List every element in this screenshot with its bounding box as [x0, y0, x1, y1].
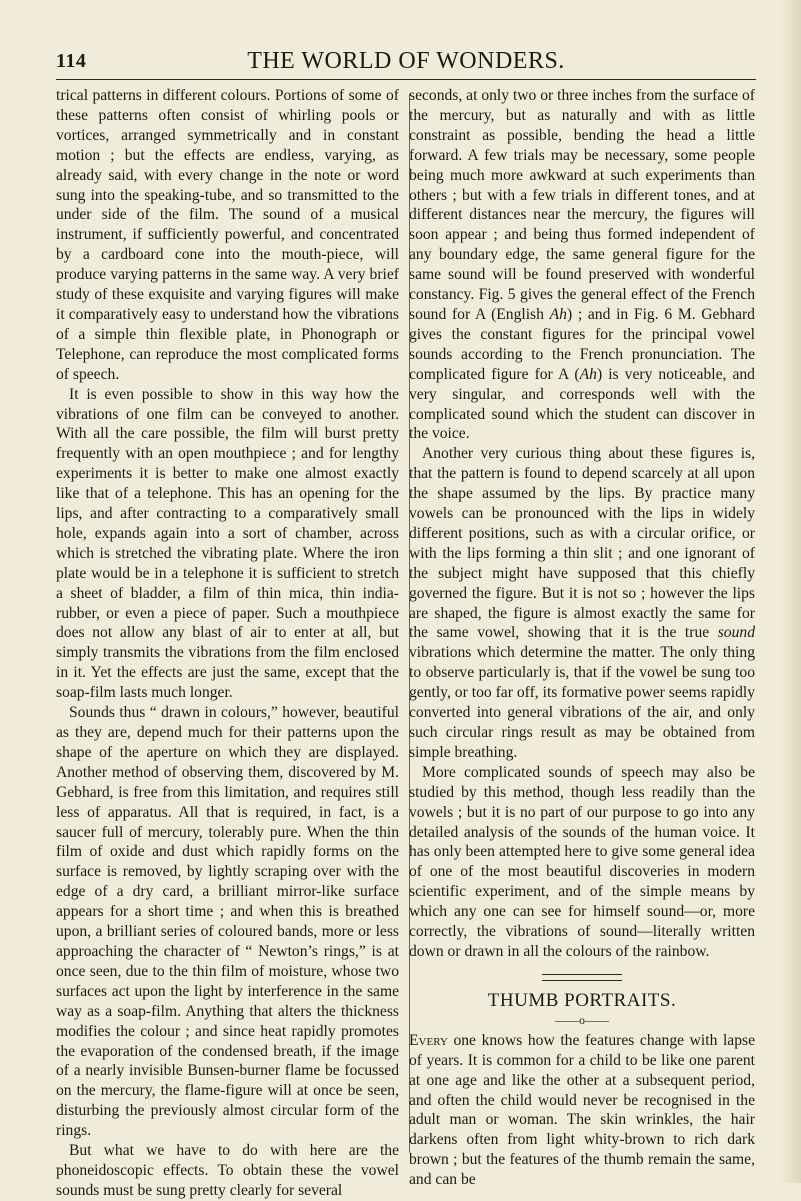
running-title: THE WORLD OF WONDERS.: [247, 48, 565, 74]
paragraph: [409, 444, 755, 763]
section-divider-rule: [542, 974, 622, 981]
header-rule: [56, 79, 756, 80]
paragraph: trical patterns in different colours. Portions of some of these patterns often consist of whirling pools or vortices, arranged symmetrically and in constant motion ; but the effects are endless, varying, as already said, with every change in the note or word sung into the speaking-tube, and so transmitted to the under side of the film. The sound of a musical instrument, if sufficiently powerful, and concentrated by a cardboard cone into the mouth-piece, will produce varying patterns in the same way. A very brief study of these exquisite and varying figures will make it comparatively easy to understand how the vibrations of a simple thin flexible plate, in Phonograph or Telephone, can reproduce the most complicated forms of speech.: [56, 87, 399, 383]
paragraph: Sounds thus “ drawn in colours,” however, beautiful as they are, depend much for their patterns upon the shape of the aperture on which they are displayed. Another method of observing them, discovered by M. Gebhard, is free from this limitation, and requires still less of apparatus. All that is required, in fact, is a saucer full of mercury, tolerably pure. When the thin film of oxide and dust which rapidly forms on the surface is removed, by lightly scraping over with the edge of a dry card, a brilliant mirror-like surface appears for a short time ; and when this is breathed upon, a brilliant series of coloured bands, more or less approaching the character of “ Newton’s rings,” is at once seen, due to the thin film of moisture, whose two surfaces act upon the light by interference in the same way as a soap-film. Anything that alters the thickness modifies the colour ; and since heat rapidly promotes the evaporation of the condensed breath, if the image of a nearly invisible Bunsen-burner flame be focussed on the mercury, the flame-figure will at once be seen, disturbing the previously almost circular form of the rings.: [56, 704, 399, 1140]
paragraph: [409, 1031, 755, 1190]
drop-word: Every: [409, 1031, 448, 1049]
text-run: ) ; and in Fig. 6 M. Gebhard gives the constant figures for the principal vowel sounds according to the French pronunciation. The complicated figure for A (: [409, 305, 755, 383]
text-run: one knows how the features change with lapse of years. It is common for a child to be like one parent at one age and like the other at a subsequent period, and often the child would never be recognised in the adult man or woman. The skin wrinkles, the hair darkens often from light whity-brown to rich dark brown ; but the features of the thumb remain the same, and can be: [409, 1031, 755, 1189]
paragraph: It is even possible to show in this way how the vibrations of one film can be conveyed to another. With all the care possible, the film will burst pretty frequently with an open mouthpiece ; and for lengthy experiments it is better to make one almost exactly like that of a telephone. This has an opening for the lips, and after contracting to a comparatively small hole, expands again into a sort of chamber, across which is stretched the vibrating plate. Where the iron plate would be in a telephone it is sufficient to stretch a sheet of bladder, a film of thin mica, thin india-rubber, or even a piece of paper. Such a mouthpiece does not allow any blast of air to enter at all, but simply transmits the vibrations from the film enclosed in it. Yet the effects are just the same, except that the soap-film lasts much longer.: [56, 385, 399, 702]
left-column: [56, 86, 399, 1201]
page-edge-shadow: [779, 0, 801, 1183]
section-ornament: ——o——: [555, 1012, 609, 1027]
text-run: ) is very noticeable, and very singular, and corresponds well with the complicated sound which the student can discover in the voice.: [409, 365, 755, 443]
italic-sound: sound: [717, 624, 755, 642]
paragraph: [409, 86, 755, 444]
text-run: Another very curious thing about these figures is, that the pattern is found to depend scarcely at all upon the shape assumed by the lips. By practice many vowels can be pronounced with the lips in widely different positions, such as with a circular orifice, or with the lips forming a thin slit ; and one ignorant of the subject might have supposed that this chiefly governed the figure. But it is not so ; however the lips are shaped, the figure is almost exactly the same for the same vowel, showing that it is the true: [409, 445, 755, 642]
italic-ah: Ah: [579, 365, 597, 383]
page-header: [56, 48, 756, 74]
italic-ah: Ah: [549, 305, 567, 323]
paragraph: More complicated sounds of speech may also be studied by this method, though less readily than the vowels ; but it is no part of our purpose to go into any detailed analysis of the sounds of the human voice. It has only been attempted here to give some general idea of one of the most beautiful discoveries in modern scientific experiment, and of the simple means by which any one can see for himself sound—or, more correctly, the vibrations of sound—literally written down or drawn in all the colours of the rainbow.: [409, 763, 755, 960]
text-run: vibrations which determine the matter. The only thing to observe particularly is, that if the vowel be sung too gently, or too far off, its formative power seems rapidly converted into general vibrations of the air, and only such circular rings result as may be obtained from simple breathing.: [409, 644, 755, 761]
paragraph: But what we have to do with here are the phoneidoscopic effects. To obtain these the vowel sounds must be sung pretty clearly for several: [56, 1142, 399, 1199]
text-run: seconds, at only two or three inches from the surface of the mercury, but as naturally and with as little constraint as possible, bending the head a little forward. A few trials may be necessary, some people being much more awkward at such experiments than others ; but with a few trials in different tones, and at different distances near the mercury, the figures will soon appear ; and being thus formed independent of any boundary edge, the same general figure for the same sound will be found preserved with wonderful constancy. Fig. 5 gives the general effect of the French sound for A (English: [409, 87, 755, 323]
right-column: [409, 86, 755, 1190]
page-number: 114: [56, 50, 87, 72]
section-title: THUMB PORTRAITS.: [487, 989, 677, 1011]
